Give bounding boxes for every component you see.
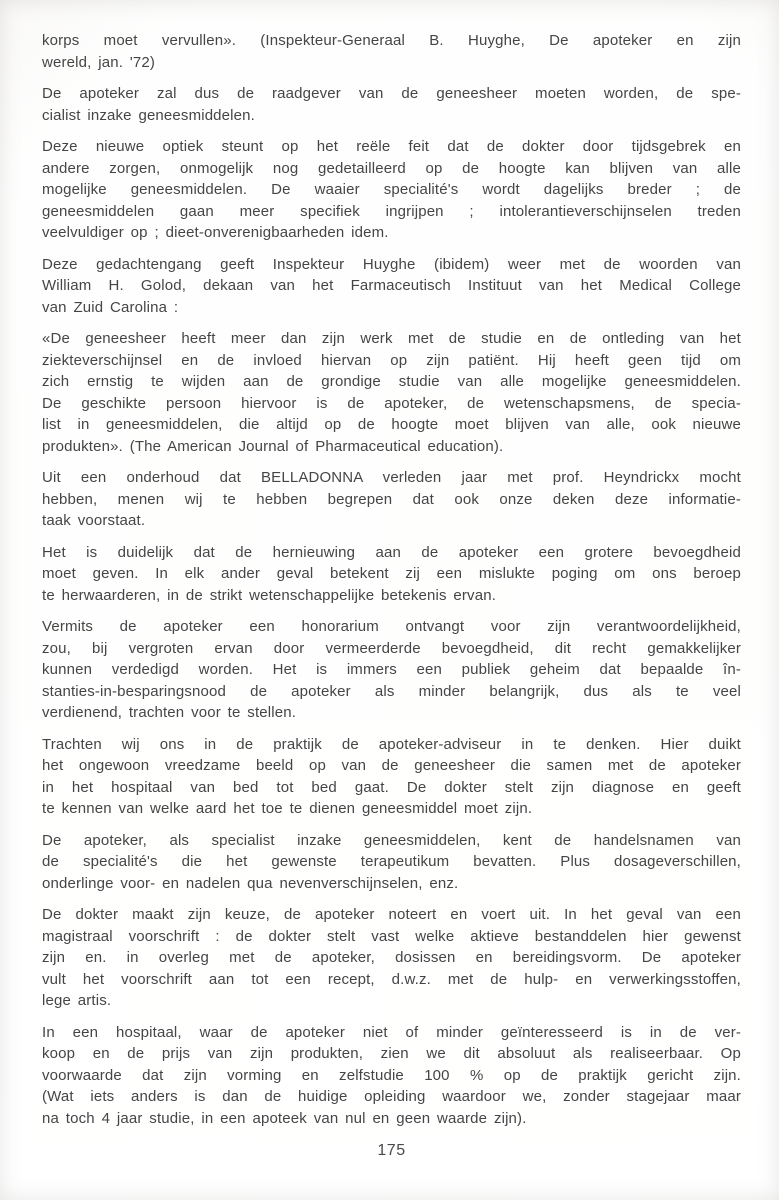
text-line: zich ernstig te wijden aan de grondige studie van alle mogelijke geneesmiddelen. [42, 373, 741, 390]
text-line: koop en de prijs van zijn produkten, zien we dit absoluut als realiseerbaar. Op [42, 1045, 741, 1062]
paragraph-10 [42, 830, 741, 895]
text-line: het ongewoon vreedzame beeld op van de geneesheer die samen met de apoteker [42, 757, 741, 774]
text-line: hebben, menen wij te hebben begrepen dat ook onze deken deze informatie- [42, 490, 741, 508]
text-line: magistraal voorschrift : de dokter stelt vast welke aktieve bestanddelen hier gewenst [42, 927, 741, 945]
text-line: geneesmiddelen gaan meer specifiek ingrijpen ; intolerantieverschijnselen treden [42, 202, 741, 220]
text-line: zou, bij vergroten ervan door vermeerderde bevoegdheid, dit recht gemakkelijker [42, 639, 741, 657]
paragraph-2 [42, 83, 741, 126]
text-line: voorwaarde dat zijn vorming en zelfstudie 100 % op de praktijk gericht zijn. [42, 1066, 741, 1084]
text-line: De geschikte persoon hiervoor is de apoteker, de wetenschapsmens, de specia- [42, 394, 741, 412]
text-line: korps moet vervullen». (Inspekteur-Generaal B. Huyghe, De apoteker en zijn [42, 32, 741, 49]
paragraph-4 [42, 254, 741, 319]
text-line: cialist inzake geneesmiddelen. [42, 106, 255, 124]
text-line: taak voorstaat. [42, 512, 146, 529]
text-line: Trachten wij ons in de praktijk de apoteker-adviseur in te denken. Hier duikt [42, 735, 741, 753]
text-line: list in geneesmiddelen, die altijd op de hoogte moet blijven van alle, ook nieuwe [42, 416, 741, 433]
paragraph-8 [42, 616, 741, 724]
text-line: (Wat iets anders is dan de huidige opleiding waardoor we, zonder stagejaar maar [42, 1088, 741, 1105]
paragraph-11 [42, 904, 741, 1012]
page-number: 175 [377, 1142, 406, 1159]
text-line: Deze gedachtengang geeft Inspekteur Huyghe (ibidem) weer met de woorden van [42, 255, 741, 273]
text-line: andere zorgen, onmogelijk nog gedetailleerd op de hoogte kan blijven van alle [42, 159, 741, 177]
text-line: lege artis. [42, 992, 112, 1009]
text-line: produkten». (The American Journal of Pharmaceutical education). [42, 437, 504, 455]
text-line: te herwaarderen, in de strikt wetenschappelijke betekenis ervan. [42, 586, 497, 604]
text-line: verdienend, trachten voor te stellen. [42, 704, 297, 721]
paragraph-12 [42, 1022, 741, 1130]
paragraph-6 [42, 467, 741, 532]
text-line: Vermits de apoteker een honorarium ontvangt voor zijn verantwoordelijkheid, [42, 618, 741, 635]
text-line: kunnen verdedigd worden. Het is immers een publiek geheim dat bepaalde în- [42, 661, 741, 678]
page-footer [42, 1142, 741, 1160]
text-line: De apoteker zal dus de raadgever van de geneesheer moeten worden, de spe- [42, 85, 741, 102]
text-line: vult het voorschrift aan tot een recept, d.w.z. met de hulp- en verwerkingsstoffen, [42, 970, 741, 988]
text-line: ziekteverschijnsel en de invloed hiervan op zijn patiënt. Hij heeft geen tijd om [42, 351, 741, 369]
text-line: moet geven. In elk ander geval betekent zij een mislukte poging om ons beroep [42, 565, 741, 582]
text-line: in het hospitaal van bed tot bed gaat. De dokter stelt zijn diagnose en geeft [42, 778, 741, 796]
text-line: stanties-in-besparingsnood de apoteker als minder belangrijk, dus als te veel [42, 682, 741, 700]
text-line: van Zuid Carolina : [42, 298, 179, 316]
text-line: mogelijke geneesmiddelen. De waaier specialité's wordt dagelijks breder ; de [42, 181, 741, 198]
text-line: William H. Golod, dekaan van het Farmaceutisch Instituut van het Medical College [42, 277, 741, 294]
document-body [42, 30, 741, 1129]
text-line: Uit een onderhoud dat BELLADONNA verleden jaar met prof. Heyndrickx mocht [42, 469, 741, 486]
text-line: In een hospitaal, waar de apoteker niet of minder geïnteresseerd is in de ver- [42, 1023, 741, 1041]
text-line: zijn en. in overleg met de apoteker, dosissen en bereidingsvorm. De apoteker [42, 949, 741, 966]
text-line: «De geneesheer heeft meer dan zijn werk met de studie en de ontleding van het [42, 330, 741, 347]
paragraph-7 [42, 542, 741, 607]
text-line: te kennen van welke aard het toe te dienen geneesmiddel moet zijn. [42, 800, 533, 817]
text-line: de specialité's die het gewenste terapeutikum bevatten. Plus dosageverschillen, [42, 853, 741, 870]
paragraph-1 [42, 30, 741, 73]
paragraph-3 [42, 136, 741, 244]
text-line: Deze nieuwe optiek steunt op het reële feit dat de dokter door tijdsgebrek en [42, 138, 741, 155]
paragraph-9 [42, 734, 741, 820]
text-line: onderlinge voor- en nadelen qua nevenverschijnselen, enz. [42, 874, 459, 892]
text-line: De apoteker, als specialist inzake geneesmiddelen, kent de handelsnamen van [42, 831, 741, 849]
text-line: Het is duidelijk dat de hernieuwing aan de apoteker een grotere bevoegdheid [42, 543, 741, 561]
text-line: na toch 4 jaar studie, in een apoteek van nul en geen waarde zijn). [42, 1109, 527, 1127]
paragraph-5 [42, 328, 741, 457]
text-line: De dokter maakt zijn keuze, de apoteker noteert en voert uit. In het geval van een [42, 906, 741, 923]
text-line: veelvuldiger op ; dieet-onverenigbaarheden idem. [42, 224, 389, 241]
text-line: wereld, jan. '72) [42, 53, 155, 71]
